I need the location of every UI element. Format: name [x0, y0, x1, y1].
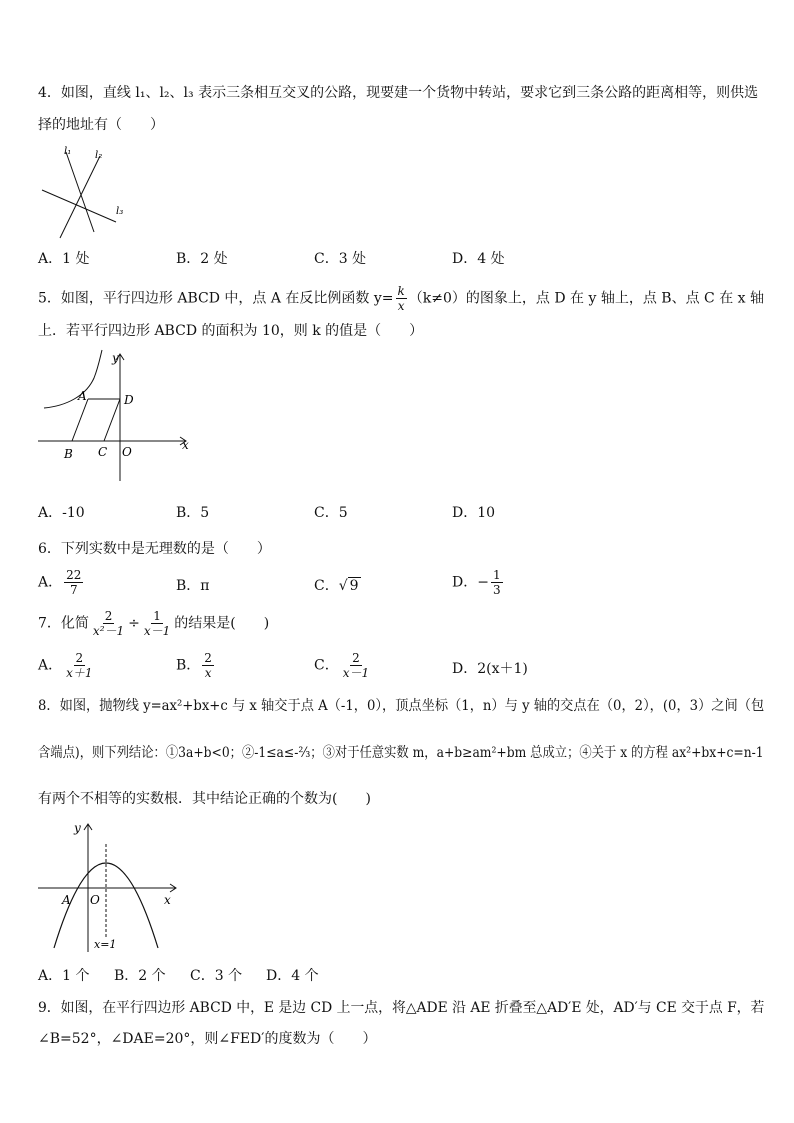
q6-option-d-fraction [491, 568, 503, 597]
q5-option-d[interactable]: D．10 [452, 505, 496, 521]
q4-option-c[interactable]: C．3 处 [314, 251, 367, 267]
q7-option-b[interactable] [176, 651, 216, 680]
q7-f1-den: x²－1 [92, 624, 125, 638]
q8-stem-line2: 含端点)，则下列结论：①3a+b<0；②-1≤a≤-⅔；③对于任意实数 m，a+b≥am²+bm 总成立；④关于 x 的方程 ax²+bx+c=n-1 [38, 745, 764, 761]
q4-stem-line1: 4．如图，直线 l₁、l₂、l₃ 表示三条相互交叉的公路，现要建一个货物中转站，要求它到三条公路的距离相等，则供选 [38, 85, 759, 101]
q8-axis-label: x=1 [94, 938, 117, 951]
q7-f1-num: 2 [104, 609, 113, 623]
q5-stem-line2: 上．若平行四边形 ABCD 的面积为 10，则 k 的值是（ ） [38, 323, 424, 339]
q7-a-den: x＋1 [66, 666, 93, 680]
q4-option-a[interactable]: A．1 处 [38, 251, 90, 267]
q7-divide-op: ÷ [128, 615, 140, 632]
q5-option-c[interactable]: C．5 [314, 505, 348, 521]
q6-option-a-fraction [64, 568, 83, 597]
q6-stem: 6．下列实数中是无理数的是（ ） [38, 541, 271, 557]
q6-option-b[interactable]: B．π [176, 578, 210, 594]
q7-option-a-fraction [64, 651, 94, 680]
q6-option-c-label: C． [314, 578, 339, 594]
q8-x-label: x [164, 893, 171, 907]
q5-figure [36, 348, 196, 484]
q8-stem-line3: 有两个不相等的实数根．其中结论正确的个数为( ) [38, 791, 371, 807]
q8-figure [36, 818, 186, 954]
q5-stem-post: （k≠0）的图象上，点 D 在 y 轴上，点 B、点 C 在 x 轴 [408, 290, 764, 307]
q4-l1-label: l₁ [64, 146, 72, 157]
q8-point-a: A [62, 893, 71, 907]
q8-option-c[interactable]: C．3 个 [190, 968, 243, 984]
q5-option-a[interactable]: A．-10 [38, 505, 85, 521]
q8-option-b[interactable]: B．2 个 [114, 968, 166, 984]
q6-d-num: 1 [492, 568, 501, 582]
q7-b-num: 2 [204, 651, 212, 665]
q9-stem-line1: 9．如图，在平行四边形 ABCD 中，E 是边 CD 上一点，将△ADE 沿 AE 折叠至△AD′E 处，AD′与 CE 交于点 F，若 [38, 1000, 765, 1016]
q4-option-d[interactable]: D．4 处 [452, 251, 505, 267]
q7-stem [38, 609, 269, 638]
q7-option-a-label: A． [38, 657, 63, 674]
q7-option-c-label: C． [314, 657, 339, 674]
q8-stem-line1: 8．如图，抛物线 y=ax²+bx+c 与 x 轴交于点 A（-1，0），顶点坐标（1，n）与 y 轴的交点在（0，2），(0，3）之间（包 [38, 698, 765, 714]
q7-c-num: 2 [352, 651, 360, 665]
q6-d-den: 3 [492, 583, 501, 597]
q5-y-label: y [112, 351, 119, 365]
q6-option-a-label: A． [38, 574, 63, 591]
q9-stem-line2: ∠B=52°，∠DAE=20°，则∠FED′的度数为（ ） [38, 1031, 377, 1047]
q5-frac-num: k [397, 284, 405, 298]
q6-option-d[interactable] [452, 568, 505, 597]
q4-option-b[interactable]: B．2 处 [176, 251, 228, 267]
q8-option-d[interactable]: D．4 个 [266, 968, 319, 984]
q5-stem-line1 [38, 284, 764, 313]
q7-fraction-2 [142, 609, 172, 638]
q7-f2-den: x－1 [143, 624, 171, 638]
q7-b-den: x [204, 666, 212, 680]
q7-f2-num: 1 [153, 609, 161, 623]
q6-a-num: 22 [66, 568, 82, 582]
q5-point-d: D [124, 393, 134, 407]
q6-option-c[interactable] [314, 577, 361, 595]
q4-l3-label: l₃ [116, 206, 124, 217]
q6-option-d-label: D．− [452, 574, 489, 591]
q5-x-label: x [182, 438, 189, 452]
q8-point-o: O [90, 893, 100, 907]
q5-stem-pre: 5．如图，平行四边形 ABCD 中，点 A 在反比例函数 y= [38, 290, 394, 307]
q7-c-den: x－1 [342, 666, 370, 680]
q4-figure [38, 140, 148, 240]
q7-option-c[interactable] [314, 651, 373, 680]
q7-option-d[interactable]: D．2(x＋1) [452, 661, 528, 677]
sqrt-icon: √ [338, 578, 348, 594]
q5-frac-den: x [397, 299, 405, 313]
q8-option-a[interactable]: A．1 个 [38, 968, 90, 984]
q4-stem-line2: 择的地址有（ ） [38, 117, 164, 133]
q7-label: 7．化简 [38, 615, 89, 632]
q7-option-c-fraction [341, 651, 371, 680]
q7-tail: 的结果是( ) [174, 615, 270, 632]
q5-fraction [396, 284, 407, 313]
q6-option-a[interactable] [38, 568, 85, 597]
q4-l2-label: l₂ [95, 150, 103, 161]
q7-fraction-1 [91, 609, 126, 638]
q5-point-c: C [98, 445, 108, 459]
q7-option-b-fraction [202, 651, 214, 680]
q6-c-radicand: 9 [349, 578, 359, 594]
q6-a-den: 7 [69, 583, 78, 597]
q5-option-b[interactable]: B．5 [176, 505, 210, 521]
q7-option-b-label: B． [176, 657, 201, 674]
q5-point-b: B [64, 447, 73, 461]
q8-y-label: y [74, 821, 81, 835]
q5-point-o: O [122, 445, 132, 459]
q5-point-a: A [78, 389, 87, 403]
q7-option-a[interactable] [38, 651, 97, 680]
q7-a-num: 2 [75, 651, 84, 665]
